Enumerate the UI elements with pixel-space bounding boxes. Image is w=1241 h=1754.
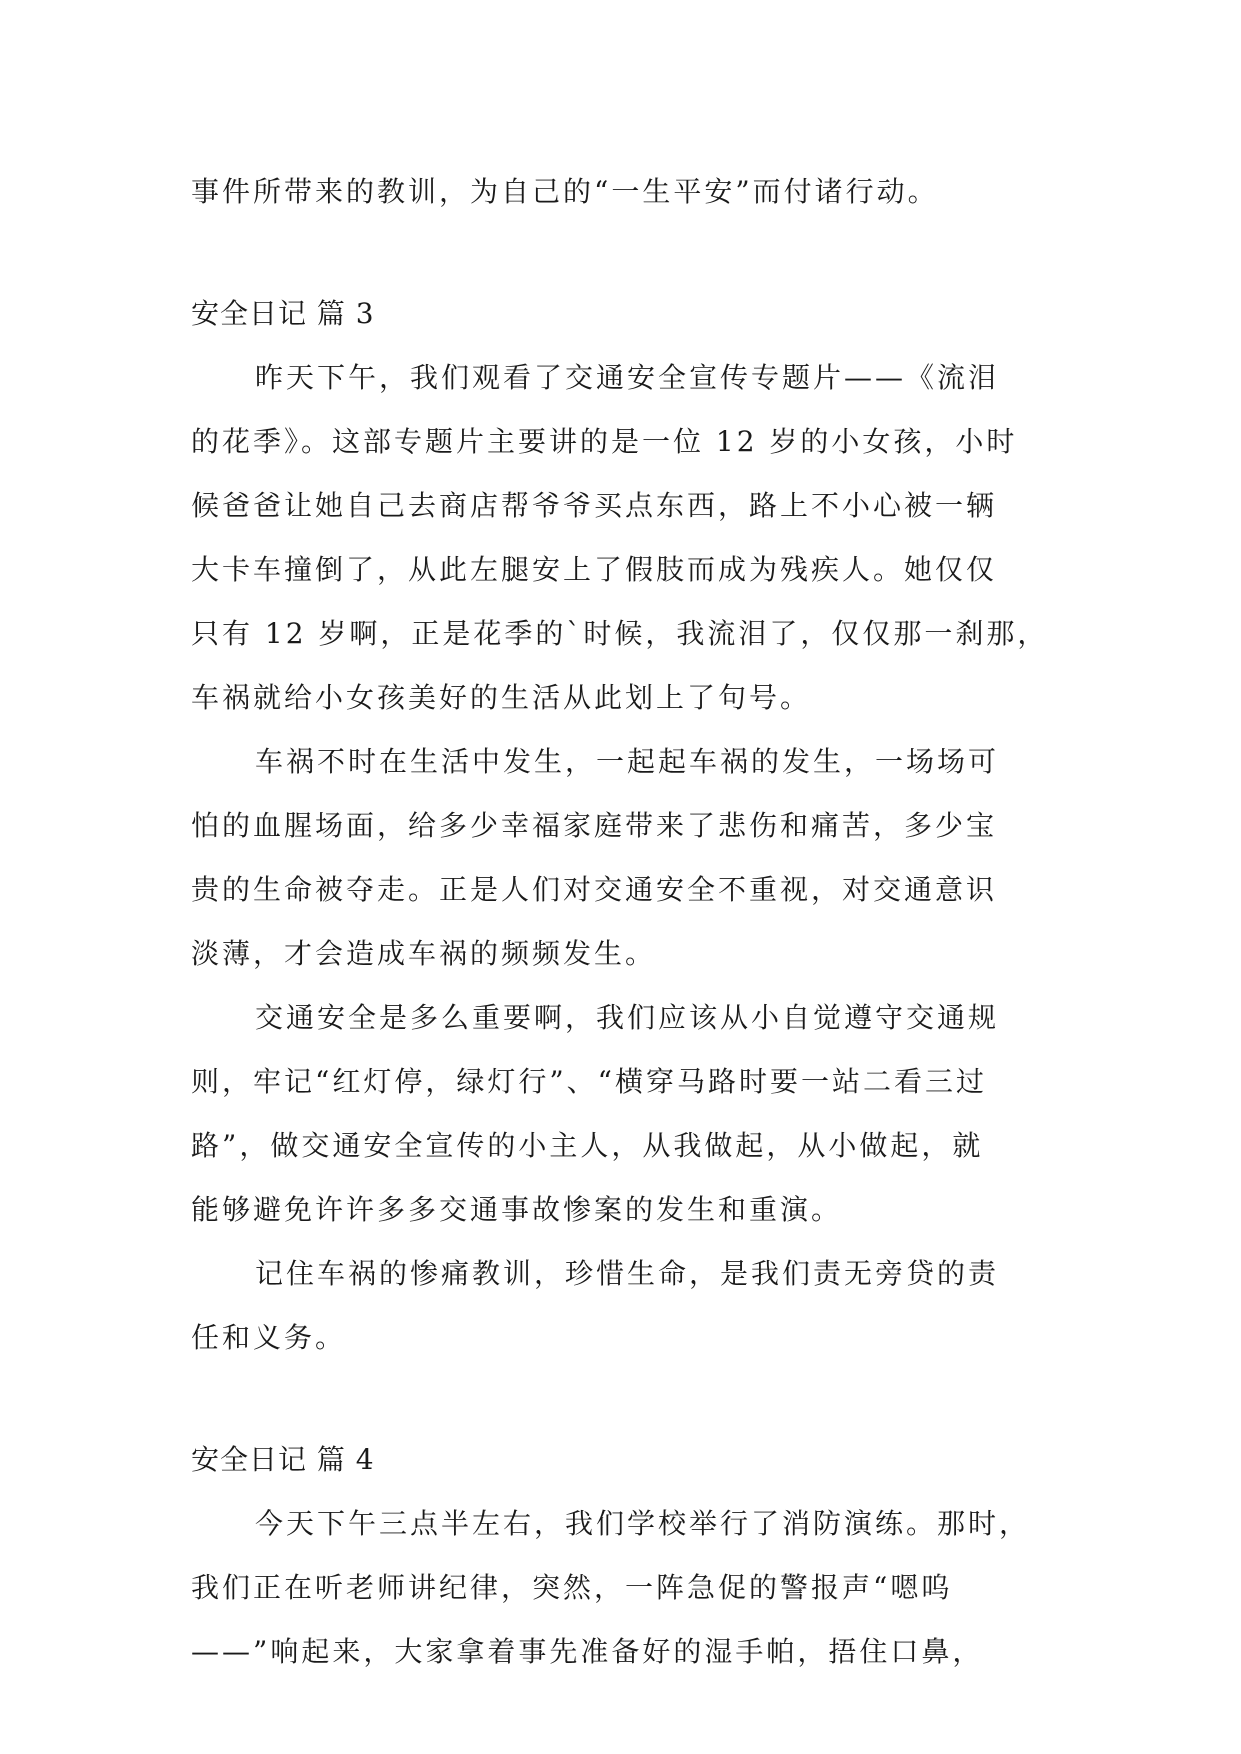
section-title-3: 安全日记 篇 3 bbox=[191, 297, 375, 330]
paragraph-5 bbox=[191, 1492, 1051, 1684]
paragraph-line: 路”，做交通安全宣传的小主人，从我做起，从小做起，就 bbox=[191, 1129, 984, 1162]
section-gap bbox=[191, 224, 1051, 282]
paragraph-line: 车祸就给小女孩美好的生活从此划上了句号。 bbox=[191, 681, 812, 714]
paragraph-line: 的花季》。这部专题片主要讲的是一位 12 岁的小女孩，小时 bbox=[191, 425, 1018, 458]
paragraph-line: ——”响起来，大家拿着事先准备好的湿手帕，捂住口鼻， bbox=[191, 1635, 984, 1668]
paragraph-line: 我们正在听老师讲纪律，突然，一阵急促的警报声“嗯呜 bbox=[191, 1571, 953, 1604]
paragraph-line: 今天下午三点半左右，我们学校举行了消防演练。那时， bbox=[255, 1507, 1031, 1540]
paragraph-line: 怕的血腥场面，给多少幸福家庭带来了悲伤和痛苦，多少宝 bbox=[191, 809, 998, 842]
paragraph-line: 车祸不时在生活中发生，一起起车祸的发生，一场场可 bbox=[255, 745, 1000, 778]
paragraph-line: 记住车祸的惨痛教训，珍惜生命，是我们责无旁贷的责 bbox=[255, 1257, 1000, 1290]
paragraph-4 bbox=[191, 1242, 1051, 1370]
paragraph-line: 昨天下午，我们观看了交通安全宣传专题片——《流泪 bbox=[255, 361, 1000, 394]
paragraph-line: 候爸爸让她自己去商店帮爷爷买点东西，路上不小心被一辆 bbox=[191, 489, 998, 522]
paragraph-3 bbox=[191, 986, 1051, 1242]
section-title-4: 安全日记 篇 4 bbox=[191, 1443, 375, 1476]
paragraph-line: 能够避免许许多多交通事故惨案的发生和重演。 bbox=[191, 1193, 843, 1226]
intro-line: 事件所带来的教训，为自己的“一生平安”而付诸行动。 bbox=[191, 175, 939, 208]
paragraph-line: 大卡车撞倒了，从此左腿安上了假肢而成为残疾人。她仅仅 bbox=[191, 553, 998, 586]
paragraph-line: 淡薄，才会造成车祸的频频发生。 bbox=[191, 937, 657, 970]
paragraph-line: 只有 12 岁啊，正是花季的`时候，我流泪了，仅仅那一刹那， bbox=[191, 617, 1049, 650]
section-gap bbox=[191, 1370, 1051, 1428]
paragraph-line: 交通安全是多么重要啊，我们应该从小自觉遵守交通规 bbox=[255, 1001, 1000, 1034]
paragraph-line: 贵的生命被夺走。正是人们对交通安全不重视，对交通意识 bbox=[191, 873, 998, 906]
document-body bbox=[191, 160, 1051, 1684]
paragraph-line: 任和义务。 bbox=[191, 1321, 347, 1354]
paragraph-2 bbox=[191, 730, 1051, 986]
paragraph-line: 则，牢记“红灯停，绿灯行”、“横穿马路时要一站二看三过 bbox=[191, 1065, 987, 1098]
paragraph-1 bbox=[191, 346, 1051, 730]
